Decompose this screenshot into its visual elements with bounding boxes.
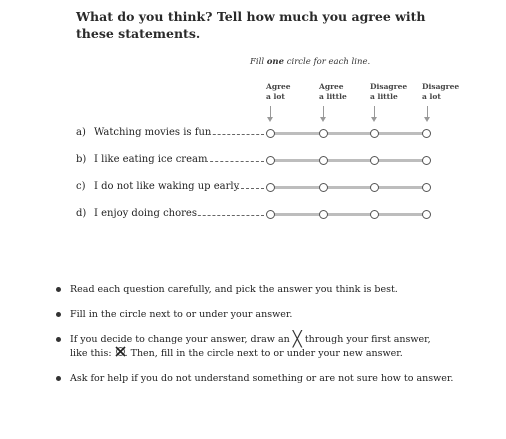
directions-list — [56, 283, 486, 397]
direction-item — [56, 308, 486, 321]
question-a — [76, 127, 211, 138]
column-header-line: Agree — [319, 82, 344, 91]
instruction-bold: one — [266, 57, 285, 67]
crossed-bubble-icon — [115, 346, 125, 356]
answer-bubble-disagree-a-little[interactable] — [370, 129, 379, 138]
crossed-bubble-icon-svg — [115, 346, 126, 357]
down-arrow-icon — [267, 117, 273, 122]
bullet-icon — [56, 337, 61, 342]
answer-track — [273, 186, 427, 189]
leader-dots — [193, 215, 264, 216]
down-arrow-icon — [424, 117, 430, 122]
direction-text: Ask for help if you do not understand something or are not sure how to answer. — [70, 373, 454, 384]
question-letter: a) — [76, 127, 86, 138]
bullet-icon — [56, 376, 61, 381]
answer-track — [273, 213, 427, 216]
down-arrow-icon — [320, 117, 326, 122]
fill-instruction — [250, 57, 370, 67]
answer-track — [273, 159, 427, 162]
answer-bubble-agree-a-little[interactable] — [319, 156, 328, 165]
page-title: What do you think? Tell how much you agree with these statements. — [76, 9, 426, 41]
answer-bubble-agree-a-lot[interactable] — [266, 210, 275, 219]
question-c — [76, 181, 239, 192]
direction-text: like this: — [70, 348, 112, 359]
answer-bubble-agree-a-lot[interactable] — [266, 156, 275, 165]
direction-text: Fill in the circle next to or under your answer. — [70, 309, 293, 320]
answer-bubble-agree-a-little[interactable] — [319, 129, 328, 138]
direction-text: . Then, fill in the circle next to or under your new answer. — [124, 348, 403, 359]
direction-item — [56, 372, 486, 385]
direction-item — [56, 283, 486, 296]
answer-bubble-disagree-a-lot[interactable] — [422, 156, 431, 165]
answer-bubble-disagree-a-lot[interactable] — [422, 210, 431, 219]
column-header-line: Disagree — [422, 82, 460, 91]
question-text: Watching movies is fun — [94, 127, 212, 138]
direction-item — [56, 330, 486, 360]
answer-bubble-disagree-a-little[interactable] — [370, 210, 379, 219]
direction-text: Read each question carefully, and pick the answer you think is best. — [70, 284, 398, 295]
answer-track — [273, 132, 427, 135]
answer-bubble-disagree-a-lot[interactable] — [422, 129, 431, 138]
question-b — [76, 154, 207, 165]
column-header-line: Agree — [266, 82, 291, 91]
column-header-line: a little — [319, 91, 347, 101]
question-letter: c) — [76, 181, 86, 192]
question-text: I do not like waking up early — [94, 181, 240, 192]
column-header-disagree-a-little — [370, 82, 420, 101]
direction-text: If you decide to change your answer, draw an — [70, 334, 290, 345]
leader-dots — [208, 134, 264, 135]
bullet-icon — [56, 312, 61, 317]
question-letter: b) — [76, 154, 87, 165]
column-header-disagree-a-lot — [422, 82, 472, 101]
column-header-agree-a-little — [319, 82, 369, 101]
x-mark-icon: ╳ — [292, 330, 302, 348]
instruction-prefix: Fill — [250, 57, 267, 67]
question-d — [76, 208, 197, 219]
column-header-line: a little — [370, 91, 398, 101]
answer-bubble-disagree-a-little[interactable] — [370, 156, 379, 165]
answer-bubble-agree-a-little[interactable] — [319, 183, 328, 192]
answer-bubble-agree-a-lot[interactable] — [266, 183, 275, 192]
question-text: I enjoy doing chores — [94, 208, 197, 219]
instruction-suffix: circle for each line. — [284, 57, 371, 67]
column-header-agree-a-lot — [266, 82, 316, 101]
answer-bubble-disagree-a-lot[interactable] — [422, 183, 431, 192]
answer-bubble-agree-a-lot[interactable] — [266, 129, 275, 138]
column-header-line: a lot — [266, 91, 285, 101]
answer-bubble-agree-a-little[interactable] — [319, 210, 328, 219]
leader-dots — [205, 161, 264, 162]
bullet-icon — [56, 287, 61, 292]
question-letter: d) — [76, 208, 87, 219]
direction-text: through your first answer, — [304, 334, 431, 345]
down-arrow-icon — [371, 117, 377, 122]
column-header-line: Disagree — [370, 82, 408, 91]
leader-dots — [236, 188, 264, 189]
column-header-line: a lot — [422, 91, 441, 101]
question-text: I like eating ice cream — [94, 154, 208, 165]
answer-bubble-disagree-a-little[interactable] — [370, 183, 379, 192]
